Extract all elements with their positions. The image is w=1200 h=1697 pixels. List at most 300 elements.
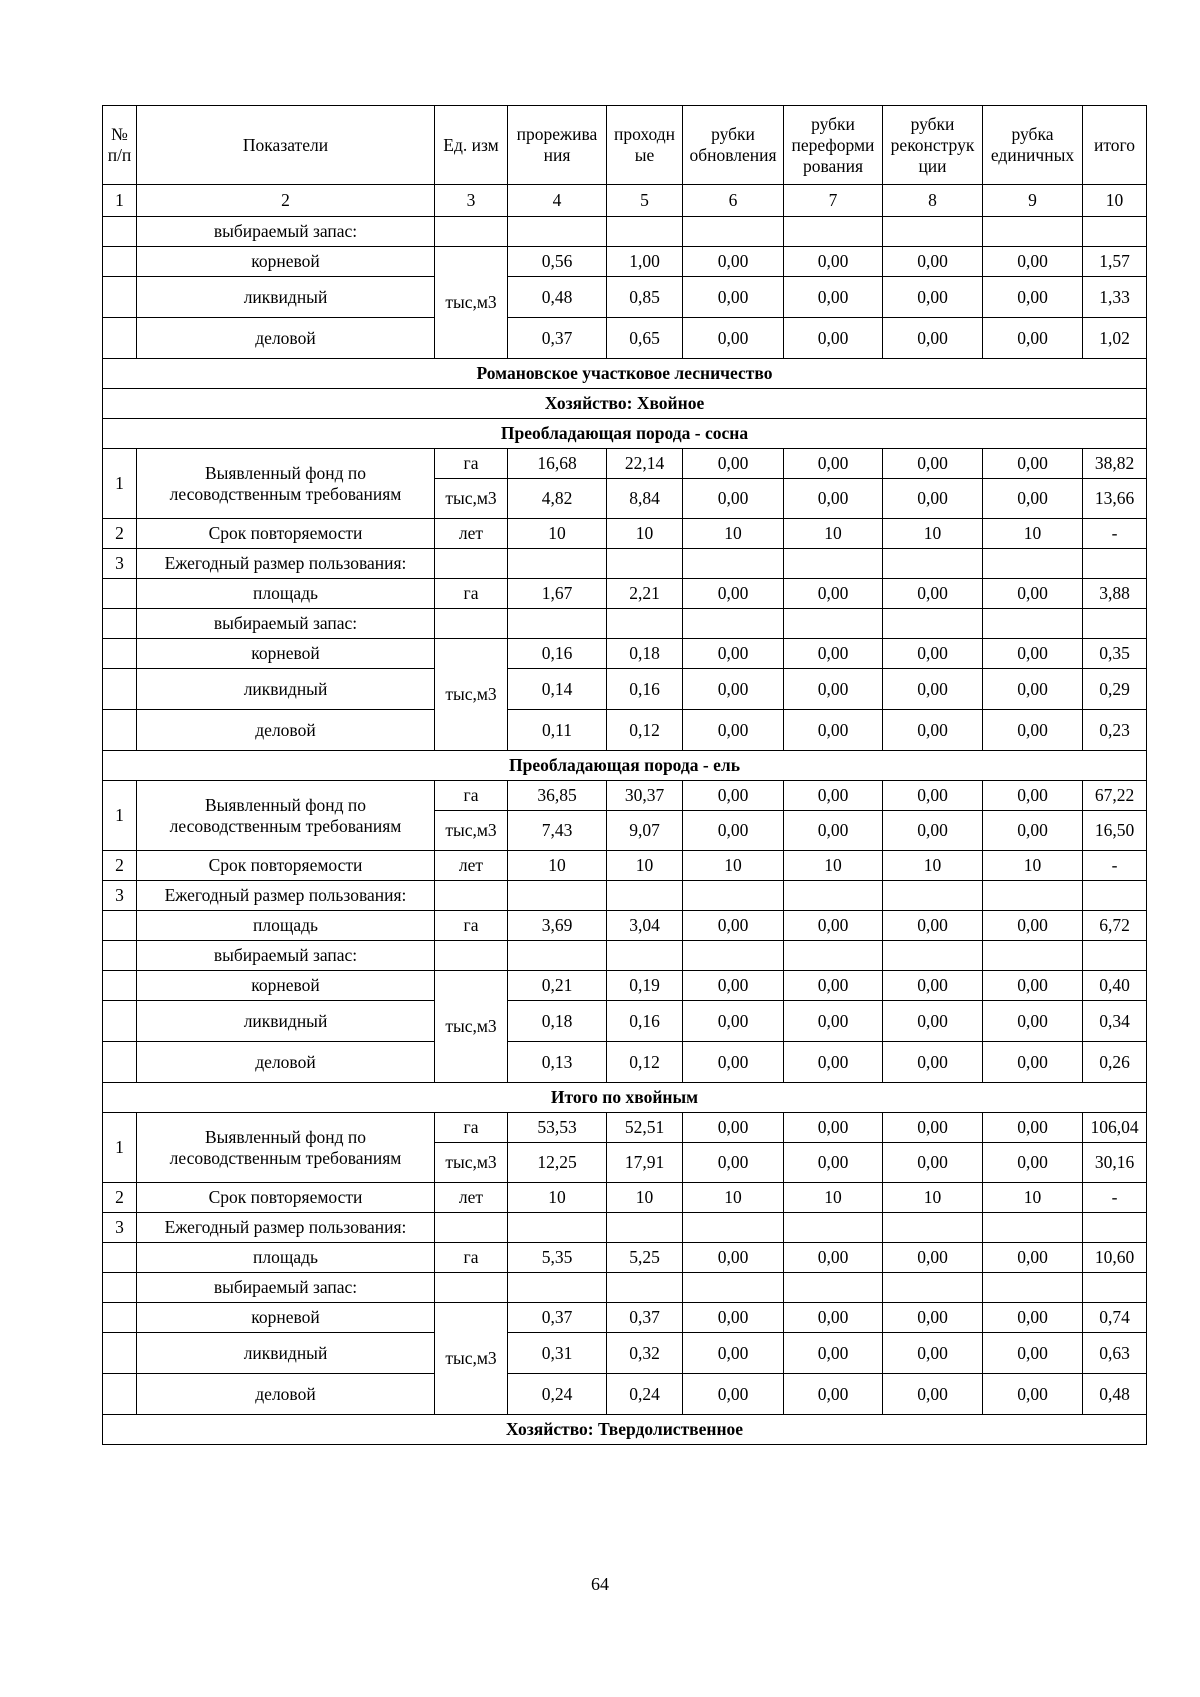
value-cell: 0,00 xyxy=(983,911,1083,941)
value-cell: 10 xyxy=(508,851,607,881)
colnum: 8 xyxy=(883,185,983,217)
empty-cell xyxy=(683,1213,784,1243)
section-title: Итого по хвойным xyxy=(103,1083,1147,1113)
korn-row xyxy=(103,971,1147,1001)
vybir-row xyxy=(103,941,1147,971)
value-cell: 10 xyxy=(607,519,683,549)
row-label: ликвидный xyxy=(137,1001,435,1042)
row-label: выбираемый запас: xyxy=(137,217,435,247)
value-cell: 0,00 xyxy=(784,318,883,359)
value-cell: 0,00 xyxy=(784,669,883,710)
unit-cell: тыс,м3 xyxy=(435,1143,508,1183)
empty-cell xyxy=(607,217,683,247)
row-label: Срок повторяемости xyxy=(137,519,435,549)
delov-row xyxy=(103,318,1147,359)
value-cell: 0,14 xyxy=(508,669,607,710)
empty-cell xyxy=(1083,881,1147,911)
empty-cell xyxy=(683,881,784,911)
row-number: 2 xyxy=(103,519,137,549)
empty-cell xyxy=(508,1213,607,1243)
delov-row xyxy=(103,1042,1147,1083)
value-cell: 0,00 xyxy=(683,1143,784,1183)
empty-cell xyxy=(1083,941,1147,971)
value-cell: 0,00 xyxy=(883,1042,983,1083)
empty-cell xyxy=(103,639,137,669)
ezheg-row xyxy=(103,881,1147,911)
value-cell: 0,00 xyxy=(683,1001,784,1042)
row-label: Ежегодный размер пользования: xyxy=(137,881,435,911)
value-cell: 36,85 xyxy=(508,781,607,811)
value-cell: 10 xyxy=(784,519,883,549)
section-title: Хозяйство: Твердолиственное xyxy=(103,1415,1147,1445)
header-col: рубка единичных xyxy=(983,106,1083,185)
empty-cell xyxy=(103,1001,137,1042)
value-cell: 0,00 xyxy=(983,1243,1083,1273)
unit-cell: тыс,м3 xyxy=(435,639,508,751)
value-cell: 0,12 xyxy=(607,710,683,751)
value-cell: 0,00 xyxy=(683,639,784,669)
value-cell: 0,00 xyxy=(784,971,883,1001)
section-row xyxy=(103,419,1147,449)
value-cell: - xyxy=(1083,1183,1147,1213)
delov-row xyxy=(103,710,1147,751)
row-number: 2 xyxy=(103,851,137,881)
row-label: ликвидный xyxy=(137,669,435,710)
korn-row xyxy=(103,247,1147,277)
empty-cell xyxy=(784,881,883,911)
row-label: площадь xyxy=(137,1243,435,1273)
section-title: Преобладающая порода - ель xyxy=(103,751,1147,781)
value-cell: 16,50 xyxy=(1083,811,1147,851)
colnum: 10 xyxy=(1083,185,1147,217)
value-cell: 0,00 xyxy=(983,318,1083,359)
empty-cell xyxy=(1083,217,1147,247)
ezheg-row xyxy=(103,549,1147,579)
value-cell: 0,00 xyxy=(983,1113,1083,1143)
value-cell: 0,00 xyxy=(983,1042,1083,1083)
value-cell: 0,31 xyxy=(508,1333,607,1374)
value-cell: 0,21 xyxy=(508,971,607,1001)
value-cell: 0,00 xyxy=(784,479,883,519)
value-cell: 1,33 xyxy=(1083,277,1147,318)
value-cell: 10 xyxy=(784,1183,883,1213)
value-cell: 0,00 xyxy=(683,1113,784,1143)
value-cell: 0,00 xyxy=(784,449,883,479)
row-label: ликвидный xyxy=(137,277,435,318)
empty-cell xyxy=(103,1303,137,1333)
value-cell: 52,51 xyxy=(607,1113,683,1143)
empty-cell xyxy=(103,971,137,1001)
row-number: 3 xyxy=(103,549,137,579)
row-number: 3 xyxy=(103,1213,137,1243)
value-cell: 0,00 xyxy=(983,1143,1083,1183)
section-title: Романовское участковое лесничество xyxy=(103,359,1147,389)
value-cell: 0,00 xyxy=(784,811,883,851)
value-cell: 0,48 xyxy=(1083,1374,1147,1415)
unit-cell: га xyxy=(435,579,508,609)
vybir-row xyxy=(103,217,1147,247)
fond-row xyxy=(103,781,1147,811)
ploshad-row xyxy=(103,579,1147,609)
header-row xyxy=(103,106,1147,185)
unit-cell: лет xyxy=(435,519,508,549)
unit-cell: тыс,м3 xyxy=(435,247,508,359)
value-cell: - xyxy=(1083,519,1147,549)
header-unit: Ед. изм xyxy=(435,106,508,185)
empty-cell xyxy=(435,1213,508,1243)
value-cell: 0,00 xyxy=(683,1303,784,1333)
header-no: № п/п xyxy=(103,106,137,185)
value-cell: 0,34 xyxy=(1083,1001,1147,1042)
row-label: корневой xyxy=(137,639,435,669)
section-title: Преобладающая порода - сосна xyxy=(103,419,1147,449)
row-label: Выявленный фонд по лесоводственным требованиям xyxy=(137,1113,435,1183)
column-numbers-row xyxy=(103,185,1147,217)
value-cell: 0,35 xyxy=(1083,639,1147,669)
empty-cell xyxy=(683,549,784,579)
likv-row xyxy=(103,669,1147,710)
value-cell: 0,00 xyxy=(983,449,1083,479)
value-cell: 13,66 xyxy=(1083,479,1147,519)
row-number: 1 xyxy=(103,1113,137,1183)
forest-use-table xyxy=(102,105,1147,1445)
srok-row xyxy=(103,851,1147,881)
value-cell: 1,57 xyxy=(1083,247,1147,277)
value-cell: 0,00 xyxy=(683,318,784,359)
value-cell: 0,00 xyxy=(683,1333,784,1374)
empty-cell xyxy=(103,277,137,318)
empty-cell xyxy=(103,247,137,277)
value-cell: 10 xyxy=(983,1183,1083,1213)
unit-cell: га xyxy=(435,1113,508,1143)
value-cell: 10,60 xyxy=(1083,1243,1147,1273)
value-cell: 0,12 xyxy=(607,1042,683,1083)
value-cell: 10 xyxy=(784,851,883,881)
value-cell: - xyxy=(1083,851,1147,881)
value-cell: 10 xyxy=(883,519,983,549)
empty-cell xyxy=(508,881,607,911)
value-cell: 0,00 xyxy=(883,1303,983,1333)
value-cell: 0,00 xyxy=(683,811,784,851)
colnum: 7 xyxy=(784,185,883,217)
value-cell: 0,00 xyxy=(883,639,983,669)
empty-cell xyxy=(103,669,137,710)
row-label: деловой xyxy=(137,318,435,359)
page-number: 64 xyxy=(591,1574,609,1594)
value-cell: 3,04 xyxy=(607,911,683,941)
value-cell: 0,00 xyxy=(883,710,983,751)
value-cell: 0,00 xyxy=(883,1113,983,1143)
value-cell: 0,00 xyxy=(883,669,983,710)
unit-cell: тыс,м3 xyxy=(435,811,508,851)
value-cell: 0,00 xyxy=(983,781,1083,811)
value-cell: 10 xyxy=(508,519,607,549)
value-cell: 0,24 xyxy=(607,1374,683,1415)
value-cell: 53,53 xyxy=(508,1113,607,1143)
value-cell: 0,00 xyxy=(683,277,784,318)
header-col: проходн ые xyxy=(607,106,683,185)
value-cell: 10 xyxy=(683,519,784,549)
value-cell: 0,00 xyxy=(683,710,784,751)
value-cell: 0,26 xyxy=(1083,1042,1147,1083)
value-cell: 0,00 xyxy=(784,247,883,277)
value-cell: 0,32 xyxy=(607,1333,683,1374)
value-cell: 0,37 xyxy=(508,318,607,359)
empty-cell xyxy=(883,1273,983,1303)
empty-cell xyxy=(983,881,1083,911)
unit-cell: тыс,м3 xyxy=(435,971,508,1083)
value-cell: 30,37 xyxy=(607,781,683,811)
korn-row xyxy=(103,1303,1147,1333)
row-label: корневой xyxy=(137,1303,435,1333)
value-cell: 1,02 xyxy=(1083,318,1147,359)
section-row xyxy=(103,389,1147,419)
value-cell: 10 xyxy=(607,851,683,881)
empty-cell xyxy=(883,1213,983,1243)
value-cell: 3,88 xyxy=(1083,579,1147,609)
value-cell: 4,82 xyxy=(508,479,607,519)
unit-cell: тыс,м3 xyxy=(435,479,508,519)
likv-row xyxy=(103,277,1147,318)
header-indicators: Показатели xyxy=(137,106,435,185)
unit-cell: га xyxy=(435,911,508,941)
value-cell: 0,00 xyxy=(883,1001,983,1042)
empty-cell xyxy=(983,217,1083,247)
value-cell: 0,00 xyxy=(883,318,983,359)
value-cell: 0,00 xyxy=(983,1303,1083,1333)
value-cell: 22,14 xyxy=(607,449,683,479)
ploshad-row xyxy=(103,911,1147,941)
empty-cell xyxy=(508,1273,607,1303)
empty-cell xyxy=(508,609,607,639)
value-cell: 6,72 xyxy=(1083,911,1147,941)
value-cell: 0,40 xyxy=(1083,971,1147,1001)
unit-cell: га xyxy=(435,781,508,811)
value-cell: 10 xyxy=(683,851,784,881)
empty-cell xyxy=(607,609,683,639)
likv-row xyxy=(103,1333,1147,1374)
empty-cell xyxy=(103,217,137,247)
ezheg-row xyxy=(103,1213,1147,1243)
value-cell: 0,37 xyxy=(607,1303,683,1333)
colnum: 6 xyxy=(683,185,784,217)
empty-cell xyxy=(103,1243,137,1273)
value-cell: 0,00 xyxy=(683,449,784,479)
value-cell: 0,00 xyxy=(784,1042,883,1083)
row-label: выбираемый запас: xyxy=(137,941,435,971)
value-cell: 0,00 xyxy=(683,1374,784,1415)
row-label: Срок повторяемости xyxy=(137,1183,435,1213)
value-cell: 1,00 xyxy=(607,247,683,277)
value-cell: 0,00 xyxy=(983,247,1083,277)
colnum: 2 xyxy=(137,185,435,217)
unit-cell: тыс,м3 xyxy=(435,1303,508,1415)
value-cell: 0,00 xyxy=(983,479,1083,519)
value-cell: 0,74 xyxy=(1083,1303,1147,1333)
value-cell: 0,29 xyxy=(1083,669,1147,710)
value-cell: 0,37 xyxy=(508,1303,607,1333)
value-cell: 0,48 xyxy=(508,277,607,318)
value-cell: 0,00 xyxy=(784,911,883,941)
empty-cell xyxy=(435,941,508,971)
fond-row xyxy=(103,449,1147,479)
value-cell: 10 xyxy=(683,1183,784,1213)
section-row xyxy=(103,1415,1147,1445)
value-cell: 17,91 xyxy=(607,1143,683,1183)
empty-cell xyxy=(607,1213,683,1243)
empty-cell xyxy=(784,609,883,639)
empty-cell xyxy=(103,318,137,359)
row-label: Срок повторяемости xyxy=(137,851,435,881)
value-cell: 0,00 xyxy=(683,1042,784,1083)
header-col: рубки переформи рования xyxy=(784,106,883,185)
value-cell: 0,00 xyxy=(683,247,784,277)
empty-cell xyxy=(983,941,1083,971)
row-label: выбираемый запас: xyxy=(137,609,435,639)
value-cell: 30,16 xyxy=(1083,1143,1147,1183)
value-cell: 0,00 xyxy=(784,1113,883,1143)
value-cell: 0,00 xyxy=(784,1143,883,1183)
empty-cell xyxy=(883,549,983,579)
value-cell: 8,84 xyxy=(607,479,683,519)
row-label: площадь xyxy=(137,911,435,941)
value-cell: 10 xyxy=(607,1183,683,1213)
srok-row xyxy=(103,519,1147,549)
value-cell: 0,00 xyxy=(983,1001,1083,1042)
value-cell: 106,04 xyxy=(1083,1113,1147,1143)
vybir-row xyxy=(103,1273,1147,1303)
value-cell: 0,00 xyxy=(983,277,1083,318)
colnum: 9 xyxy=(983,185,1083,217)
value-cell: 0,00 xyxy=(784,639,883,669)
value-cell: 0,00 xyxy=(983,579,1083,609)
empty-cell xyxy=(508,217,607,247)
value-cell: 3,69 xyxy=(508,911,607,941)
value-cell: 0,00 xyxy=(683,1243,784,1273)
value-cell: 0,18 xyxy=(607,639,683,669)
row-label: Ежегодный размер пользования: xyxy=(137,549,435,579)
value-cell: 0,00 xyxy=(883,1143,983,1183)
header-col: прорежива ния xyxy=(508,106,607,185)
header-col: итого xyxy=(1083,106,1147,185)
empty-cell xyxy=(435,1273,508,1303)
empty-cell xyxy=(883,217,983,247)
row-label: Выявленный фонд по лесоводственным требованиям xyxy=(137,449,435,519)
ploshad-row xyxy=(103,1243,1147,1273)
empty-cell xyxy=(607,549,683,579)
empty-cell xyxy=(435,217,508,247)
empty-cell xyxy=(883,941,983,971)
value-cell: 0,00 xyxy=(883,449,983,479)
value-cell: 0,63 xyxy=(1083,1333,1147,1374)
empty-cell xyxy=(683,217,784,247)
value-cell: 0,00 xyxy=(883,1374,983,1415)
delov-row xyxy=(103,1374,1147,1415)
value-cell: 10 xyxy=(983,519,1083,549)
value-cell: 0,00 xyxy=(784,1001,883,1042)
value-cell: 0,00 xyxy=(683,669,784,710)
row-label: Ежегодный размер пользования: xyxy=(137,1213,435,1243)
value-cell: 12,25 xyxy=(508,1143,607,1183)
likv-row xyxy=(103,1001,1147,1042)
value-cell: 0,16 xyxy=(607,669,683,710)
empty-cell xyxy=(983,1273,1083,1303)
value-cell: 0,00 xyxy=(683,479,784,519)
value-cell: 0,11 xyxy=(508,710,607,751)
value-cell: 0,00 xyxy=(883,811,983,851)
empty-cell xyxy=(683,941,784,971)
value-cell: 0,00 xyxy=(883,1333,983,1374)
value-cell: 5,35 xyxy=(508,1243,607,1273)
empty-cell xyxy=(1083,609,1147,639)
unit-cell: га xyxy=(435,449,508,479)
empty-cell xyxy=(1083,549,1147,579)
value-cell: 38,82 xyxy=(1083,449,1147,479)
row-label: деловой xyxy=(137,1374,435,1415)
value-cell: 10 xyxy=(883,1183,983,1213)
vybir-row xyxy=(103,609,1147,639)
value-cell: 0,00 xyxy=(883,579,983,609)
srok-row xyxy=(103,1183,1147,1213)
empty-cell xyxy=(435,609,508,639)
value-cell: 0,00 xyxy=(883,277,983,318)
empty-cell xyxy=(883,609,983,639)
section-row xyxy=(103,751,1147,781)
unit-cell: га xyxy=(435,1243,508,1273)
value-cell: 0,19 xyxy=(607,971,683,1001)
row-label: деловой xyxy=(137,1042,435,1083)
section-row xyxy=(103,1083,1147,1113)
value-cell: 0,24 xyxy=(508,1374,607,1415)
unit-cell: лет xyxy=(435,851,508,881)
value-cell: 5,25 xyxy=(607,1243,683,1273)
value-cell: 2,21 xyxy=(607,579,683,609)
row-label: деловой xyxy=(137,710,435,751)
empty-cell xyxy=(103,1333,137,1374)
value-cell: 0,00 xyxy=(883,911,983,941)
value-cell: 0,00 xyxy=(784,781,883,811)
value-cell: 0,00 xyxy=(883,781,983,811)
korn-row xyxy=(103,639,1147,669)
empty-cell xyxy=(1083,1213,1147,1243)
header-col: рубки реконструк ции xyxy=(883,106,983,185)
value-cell: 0,16 xyxy=(508,639,607,669)
value-cell: 0,85 xyxy=(607,277,683,318)
value-cell: 0,00 xyxy=(784,710,883,751)
value-cell: 0,00 xyxy=(784,579,883,609)
empty-cell xyxy=(103,1042,137,1083)
value-cell: 16,68 xyxy=(508,449,607,479)
row-label: корневой xyxy=(137,247,435,277)
fond-row xyxy=(103,1113,1147,1143)
row-number: 1 xyxy=(103,781,137,851)
value-cell: 0,00 xyxy=(784,1303,883,1333)
empty-cell xyxy=(683,609,784,639)
empty-cell xyxy=(883,881,983,911)
header-col: рубки обновления xyxy=(683,106,784,185)
value-cell: 0,00 xyxy=(983,1374,1083,1415)
value-cell: 0,00 xyxy=(683,971,784,1001)
empty-cell xyxy=(607,1273,683,1303)
empty-cell xyxy=(103,710,137,751)
row-number: 1 xyxy=(103,449,137,519)
value-cell: 0,00 xyxy=(983,971,1083,1001)
value-cell: 10 xyxy=(508,1183,607,1213)
value-cell: 0,00 xyxy=(683,911,784,941)
value-cell: 67,22 xyxy=(1083,781,1147,811)
value-cell: 0,13 xyxy=(508,1042,607,1083)
empty-cell xyxy=(784,1273,883,1303)
